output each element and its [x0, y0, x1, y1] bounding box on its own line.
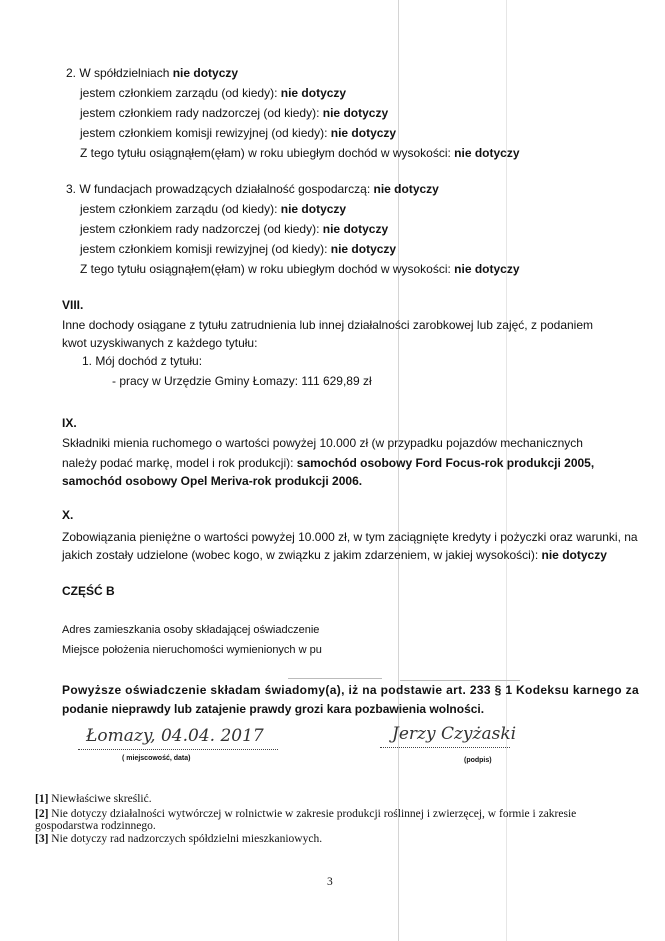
text: jakich zostały udzielone (wobec kogo, w związku z jakim zdarzeniem, w jakiej wysokości): [62, 548, 542, 562]
footnote-marker: [2] [35, 808, 49, 820]
text-line [80, 126, 396, 140]
section-ix-heading: IX. [62, 416, 77, 430]
text: samochód osobowy Opel Meriva-rok produkcji 2006. [62, 474, 363, 488]
text: nie dotyczy [373, 182, 439, 196]
signature-line [380, 747, 510, 748]
footnote [35, 833, 322, 845]
text-line [80, 106, 388, 120]
text: jestem członkiem komisji rewizyjnej (od kiedy): [80, 242, 331, 256]
part-b-heading: CZĘŚĆ B [62, 584, 115, 598]
text-line [80, 202, 346, 216]
text: Z tego tytułu osiągnąłem(ęłam) w roku ubiegłym dochód w wysokości: [80, 262, 455, 276]
text: nie dotyczy [280, 202, 347, 216]
place-date-label: ( miejscowość, data) [122, 755, 191, 762]
footnote-text: gospodarstwa rodzinnego. [35, 820, 156, 832]
footnote-text: Nie dotyczy rad nadzorczych spółdzielni mieszkaniowych. [48, 833, 323, 845]
text [62, 456, 594, 470]
text: należy podać markę, model i rok produkcji): [62, 456, 297, 470]
divider [288, 678, 382, 679]
text: nie dotyczy [330, 242, 397, 256]
handwritten-signature: Jerzy Czyżaski [392, 724, 517, 744]
text: samochód osobowy Ford Focus-rok produkcji 2005, [296, 456, 595, 470]
statement: podanie nieprawdy lub zatajenie prawdy grozi kara pozbawienia wolności. [62, 702, 485, 716]
section-title [66, 182, 439, 196]
text: Składniki mienia ruchomego o wartości powyżej 10.000 zł (w przypadku pojazdów mechanicznych [62, 436, 583, 450]
text: nie dotyczy [322, 222, 389, 236]
text: nie dotyczy [454, 146, 520, 160]
text: jestem członkiem rady nadzorczej (od kiedy): [80, 222, 323, 236]
text: jestem członkiem komisji rewizyjnej (od kiedy): [80, 126, 331, 140]
text-line [80, 86, 346, 100]
text: 3. W fundacjach prowadzących działalność gospodarczą: [66, 182, 374, 196]
footnote [35, 820, 156, 832]
text: nie dotyczy [172, 66, 239, 80]
text: Miejsce położenia nieruchomości wymienionych w pu [62, 644, 322, 656]
text: jestem członkiem rady nadzorczej (od kiedy): [80, 106, 323, 120]
footnote-text: Niewłaściwe skreślić. [48, 793, 152, 805]
footnote [35, 808, 576, 820]
text: jestem członkiem zarządu (od kiedy): [80, 86, 281, 100]
text: 2. W spółdzielniach [66, 66, 173, 80]
footnote-marker: [1] [35, 793, 49, 805]
section-x-heading: X. [62, 508, 74, 522]
section-viii-heading: VIII. [62, 298, 84, 312]
text-line [80, 146, 520, 160]
text [62, 548, 607, 562]
scan-line [506, 0, 507, 941]
divider [400, 680, 520, 681]
text-line [80, 262, 520, 276]
text-line [80, 222, 388, 236]
footnote [35, 793, 152, 805]
text: Inne dochody osiągane z tytułu zatrudnienia lub innej działalności zarobkowej lub zajęć, z podaniem [62, 318, 593, 332]
text: nie dotyczy [280, 86, 347, 100]
text: kwot uzyskiwanych z każdego tytułu: [62, 336, 258, 350]
statement: Powyższe oświadczenie składam świadomy(a), iż na podstawie art. 233 § 1 Kodeksu karnego za [62, 683, 640, 697]
footnote-marker: [3] [35, 833, 49, 845]
signature-label: (podpis) [464, 757, 492, 764]
text: Zobowiązania pieniężne o wartości powyżej 10.000 zł, w tym zaciągnięte kredyty i pożyczki oraz warunki, na [62, 530, 638, 544]
text: nie dotyczy [454, 262, 520, 276]
text: nie dotyczy [330, 126, 397, 140]
section-title [66, 66, 238, 80]
page-number: 3 [327, 876, 333, 888]
footnote-text: Nie dotyczy działalności wytwórczej w rolnictwie w zakresie produkcji roślinnej i zwierzęcej, w formie i zakresie [48, 808, 577, 820]
date-line [78, 749, 278, 750]
text: nie dotyczy [541, 548, 607, 562]
text: Z tego tytułu osiągnąłem(ęłam) w roku ubiegłym dochód w wysokości: [80, 146, 455, 160]
text: jestem członkiem zarządu (od kiedy): [80, 202, 281, 216]
text: - pracy w Urzędzie Gminy Łomazy: 111 629,89 zł [112, 374, 372, 388]
text-line [80, 242, 396, 256]
text: nie dotyczy [322, 106, 389, 120]
scan-line [398, 0, 399, 941]
text: 1. Mój dochód z tytułu: [82, 354, 203, 368]
text: Adres zamieszkania osoby składającej oświadczenie [62, 624, 320, 636]
handwritten-place-date: Łomazy, 04.04. 2017 [86, 726, 264, 746]
